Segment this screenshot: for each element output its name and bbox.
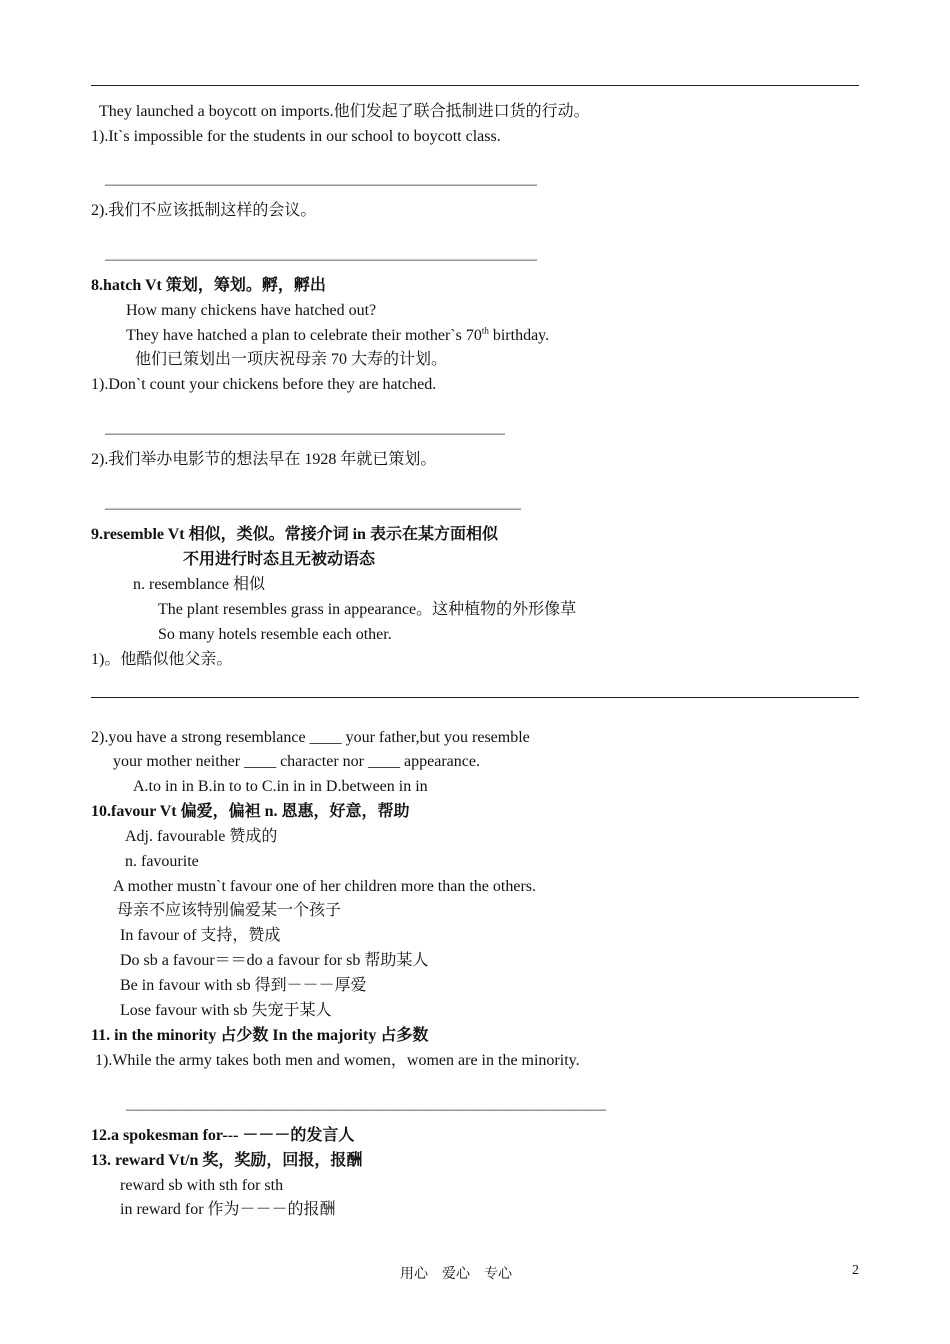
s7-exercise-1: 1).It`s impossible for the students in our school to boycott class. — [91, 128, 501, 145]
s9-exercise-1: 1)。他酷似他父亲。 — [91, 651, 233, 668]
mid-rule — [91, 697, 859, 698]
top-rule — [91, 85, 859, 86]
s8-ordinal-suffix: th — [481, 325, 489, 336]
s8-exercise-1: 1).Don`t count your chickens before they are hatched. — [91, 376, 437, 393]
s10-example-1: A mother mustn`t favour one of her children more than the others. — [113, 878, 536, 895]
s10-example-2: 母亲不应该特别偏爱某一个孩子 — [117, 902, 342, 919]
s8-example-3: 他们已策划出一项庆祝母亲 70 大寿的计划。 — [135, 351, 448, 368]
s10-heading: 10.favour Vt 偏爱，偏袒 n. 恩惠，好意，帮助 — [91, 803, 410, 820]
s8-example-1: How many chickens have hatched out? — [126, 302, 377, 319]
s11-answer-blank-1: —————————————————————————————— — [126, 1101, 606, 1118]
s7-example: They launched a boycott on imports.他们发起了联合抵制进口货的行动。 — [99, 103, 590, 120]
s8-exercise-2: 2).我们举办电影节的想法早在 1928 年就已策划。 — [91, 451, 437, 468]
s9-exercise-2a: 2).you have a strong resemblance ____ your father,but you resemble — [91, 729, 530, 746]
s10-adjective: Adj. favourable 赞成的 — [125, 828, 278, 845]
s8-answer-blank-1: ————————————————————————— — [105, 425, 505, 442]
s8-example-2 — [126, 326, 549, 346]
s9-heading: 9.resemble Vt 相似，类似。常接介词 in 表示在某方面相似 — [91, 526, 498, 543]
s9-heading-2: 不用进行时态且无被动语态 — [183, 551, 376, 568]
s10-phrase-1: In favour of 支持，赞成 — [120, 927, 281, 944]
s13-phrase-2: in reward for 作为－－－的报酬 — [120, 1201, 336, 1218]
s8-heading: 8.hatch Vt 策划，筹划。孵，孵出 — [91, 277, 326, 294]
s9-noun: n. resemblance 相似 — [133, 576, 265, 593]
footer-motto: 用心 爱心 专心 — [400, 1267, 512, 1282]
s10-noun: n. favourite — [125, 853, 199, 870]
s9-exercise-2b: your mother neither ____ character nor ____ appearance. — [113, 753, 480, 770]
s9-options: A.to in in B.in to to C.in in in D.between in in — [133, 778, 428, 795]
s11-heading: 11. in the minority 占少数 In the majority 占多数 — [91, 1027, 429, 1044]
s10-phrase-4: Lose favour with sb 失宠于某人 — [120, 1002, 332, 1019]
s8-answer-blank-2: —————————————————————————— — [105, 500, 521, 517]
s7-answer-blank-1: ——————————————————————————— — [105, 176, 537, 193]
s11-exercise-1: 1).While the army takes both men and women，women are in the minority. — [95, 1052, 580, 1069]
s7-answer-blank-2: ——————————————————————————— — [105, 251, 537, 268]
s9-example-1: The plant resembles grass in appearance。这种植物的外形像草 — [158, 601, 577, 618]
s7-exercise-2: 2).我们不应该抵制这样的会议。 — [91, 202, 317, 219]
page-number: 2 — [852, 1263, 859, 1278]
s8-example-2-end: birthday. — [488, 327, 550, 344]
s10-phrase-3: Be in favour with sb 得到－－－厚爱 — [120, 977, 367, 994]
s13-phrase-1: reward sb with sth for sth — [120, 1177, 284, 1194]
s12-heading: 12.a spokesman for--- －－－的发言人 — [91, 1127, 355, 1144]
s10-phrase-2: Do sb a favour＝＝do a favour for sb 帮助某人 — [120, 952, 429, 969]
s13-heading: 13. reward Vt/n 奖，奖励，回报，报酬 — [91, 1152, 363, 1169]
s8-example-2-text: They have hatched a plan to celebrate their mother`s 70 — [126, 327, 482, 344]
s9-example-2: So many hotels resemble each other. — [158, 626, 392, 643]
